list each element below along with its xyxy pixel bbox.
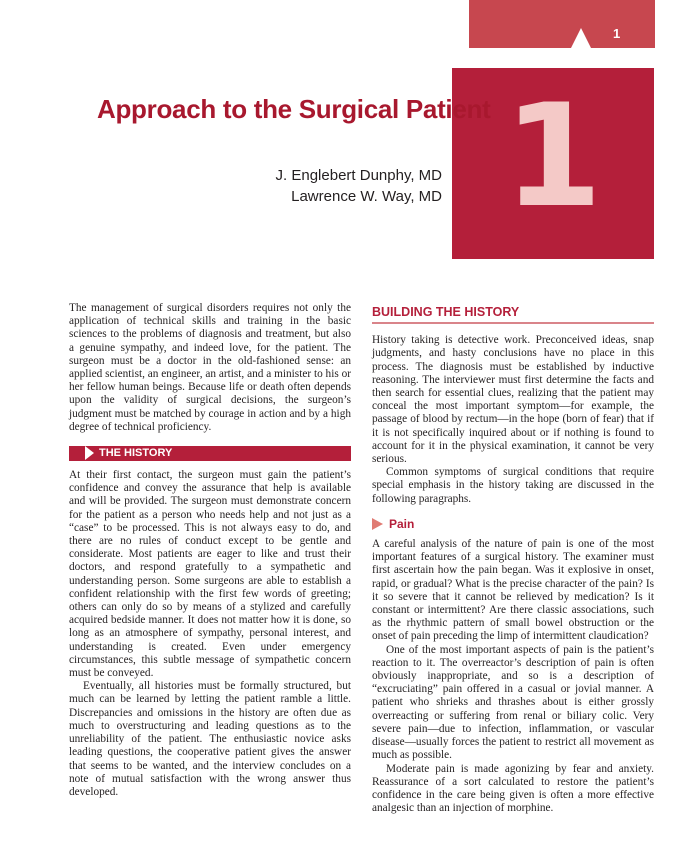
subsection-heading-pain	[372, 518, 654, 531]
intro-paragraph: The management of surgical disorders requires not only the application of technical skills and training in the basic sciences to the problems of diagnosis and treatment, but also a genuine sympathy, and indeed love, for the patient. The surgeon must be a doctor in the old-fashioned sense: an applied scientist, an engineer, an artist, and a minister to his or her fellow human beings. Because life or death often depends upon the validity of surgical decisions, the surgeon’s judgment must be matched by courage in action and by a high degree of technical proficiency.	[69, 302, 351, 433]
section-heading-building-the-history: BUILDING THE HISTORY	[372, 306, 654, 324]
right-column	[372, 306, 654, 815]
building-paragraph-1: History taking is detective work. Preconceived ideas, snap judgments, and hasty conclusions have no place in this process. The diagnosis must be established by inductive reasoning. The interviewer must first determine the facts and then search for essential clues, realizing that the patient may conceal the most important symptom—for example, the passage of blood by rectum—in the hope (born of fear) that if it is not specifically inquired about or if nothing is found to account for it in the physical examination, it cannot be very serious.	[372, 334, 654, 466]
pain-paragraph-3: Moderate pain is made agonizing by fear and anxiety. Reassurance of a sort calculated to restore the patient’s confidence in the care being given is often a more effective analgesic than an injection of morphine.	[372, 762, 654, 815]
author-1: J. Englebert Dunphy, MD	[275, 167, 442, 184]
pain-paragraph-1: A careful analysis of the nature of pain is one of the most important features of a surgical history. The examiner must first ascertain how the pain began. Was it explosive in onset, rapid, or gradual? What is the precise character of the pain? Is it so severe that it cannot be relieved by medication? Is it constant or intermittent? Are there classic associations, such as the rhythmic pattern of small bowel obstruction or the onset of pain preceding the limp of intermittent claudication?	[372, 538, 654, 643]
section-arrow-icon	[85, 446, 94, 460]
chapter-tab-number: 1	[613, 26, 621, 41]
pain-paragraph-2: One of the most important aspects of pain is the patient’s reaction to it. The overreactor’s description of pain is often obviously inappropriate, and so is a description of “excruciating” pain offered in a casual or jovial manner. A patient who shrieks and thrashes about is either grossly overreacting or suffering from renal or biliary colic. Very severe pain—due to infection, inflammation, or vascular disease—usually forces the patient to restrict all movement as much as possible.	[372, 643, 654, 762]
author-2: Lawrence W. Way, MD	[291, 188, 442, 205]
triangle-notch-icon	[571, 28, 591, 48]
section-bar-the-history	[69, 446, 351, 461]
building-paragraph-2: Common symptoms of surgical conditions that require special emphasis in the history taking are discussed in the following paragraphs.	[372, 466, 654, 505]
history-paragraph-2: Eventually, all histories must be formally structured, but much can be learned by letting the patient ramble a little. Discrepancies and omissions in the history are often due as much to overstructuring and leading questions as to the unreliability of the patient. The enthusiastic novice asks leading questions, the cooperative patient gives the answer that seems to be wanted, and the interview concludes on a note of mutual satisfaction with the wrong answer thus developed.	[69, 680, 351, 798]
chapter-tab	[469, 0, 655, 48]
subsection-label: Pain	[389, 516, 415, 531]
authors	[276, 165, 442, 207]
section-label: THE HISTORY	[99, 447, 173, 460]
chapter-number: 1	[503, 74, 603, 239]
chapter-title: Approach to the Surgical Patient	[97, 94, 491, 124]
history-paragraph-1: At their first contact, the surgeon must gain the patient’s confidence and convey the assurance that help is available and will be provided. The surgeon must demonstrate concern for the patient as a person who needs help and not just as a “case” to be processed. This is not always easy to do, and there are no rules of conduct except to be gentle and considerate. Most patients are eager to like and trust their doctors, and respond gratefully to a sympathetic and understanding person. Some surgeons are able to establish a confident relationship with the first few words of greeting; others can only do so by means of a stylized and carefully acquired bedside manner. It does not matter how it is done, so long as an atmosphere of sympathy, personal interest, and understanding is created. Even under emergency circumstances, this subtle message of sympathetic concern must be conveyed.	[69, 469, 351, 680]
left-column	[69, 302, 351, 799]
subsection-arrow-icon	[372, 518, 383, 530]
